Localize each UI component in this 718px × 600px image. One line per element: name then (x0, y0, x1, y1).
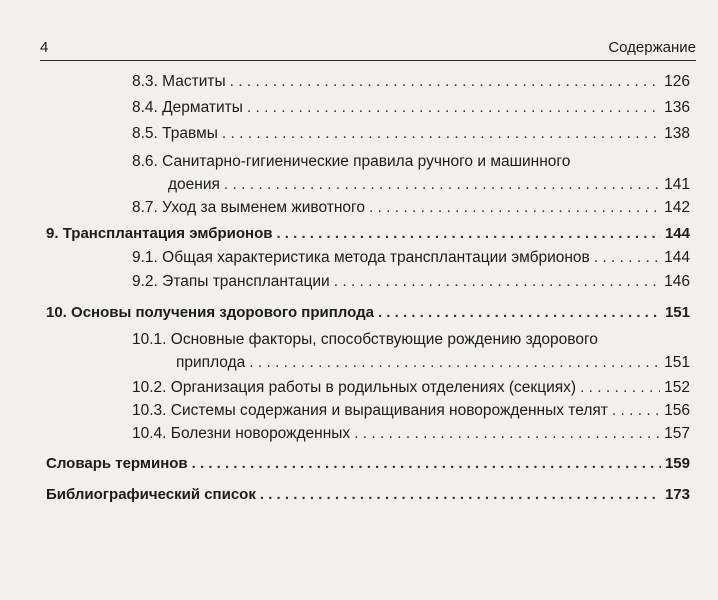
toc-entry-page: 144 (664, 225, 690, 242)
toc-entry-number: 9.2. (132, 273, 158, 290)
toc-entry-number: 8.6. (132, 153, 158, 170)
toc-entry-first-line (132, 328, 598, 351)
toc-entry-page: 157 (664, 425, 690, 442)
toc-entry-page: 126 (664, 73, 690, 90)
toc-entry-first-line (132, 150, 570, 173)
page-header (40, 36, 696, 61)
page-number: 4 (40, 39, 49, 56)
running-title: Содержание (608, 39, 696, 56)
toc-entry-number: 10.2. (132, 379, 167, 396)
toc-entry (132, 196, 690, 219)
toc-entry-title: Системы содержания и выращивания новорожденных телят (170, 402, 608, 419)
toc-entry-title: Уход за выменем животного (162, 199, 365, 216)
toc-entry-number: 9.1. (132, 249, 158, 266)
toc-entry-title: Словарь терминов (46, 455, 188, 472)
dot-leader (334, 270, 660, 293)
toc-entry (132, 246, 690, 269)
toc-entry-title: Общая характеристика метода трансплантации эмбрионов (162, 249, 590, 266)
toc-chapter (46, 301, 690, 324)
toc-entry (132, 96, 690, 119)
toc-entry-page: 141 (664, 176, 690, 193)
toc-entry-title: Этапы трансплантации (162, 273, 330, 290)
dot-leader (222, 122, 660, 145)
toc-entry (176, 351, 690, 374)
toc-entry-page: 138 (664, 125, 690, 142)
toc-entry-title: Болезни новорожденных (170, 425, 351, 442)
toc-entry (132, 422, 690, 445)
dot-leader (354, 422, 660, 445)
dot-leader (594, 246, 660, 269)
toc-entry-title: Библиографический список (46, 486, 256, 503)
toc-entry (132, 399, 690, 422)
toc-chapter (46, 483, 690, 506)
toc-entry-page: 151 (664, 354, 690, 371)
toc-entry-title: Основы получения здорового приплода (71, 304, 374, 321)
toc-entry-number: 9. (46, 225, 59, 242)
toc-entry-title: Маститы (162, 73, 226, 90)
toc-entry-title: Дерматиты (162, 99, 243, 116)
toc-entry-page: 156 (664, 402, 690, 419)
dot-leader (378, 301, 661, 324)
toc-entry (132, 376, 690, 399)
dot-leader (192, 452, 661, 475)
toc-entry-number: 8.4. (132, 99, 158, 116)
toc-entry (132, 270, 690, 293)
toc-entry-page: 152 (664, 379, 690, 396)
dot-leader (260, 483, 661, 506)
dot-leader (230, 70, 661, 93)
toc-entry-number: 10. (46, 304, 67, 321)
toc-entry-page: 159 (664, 455, 690, 472)
dot-leader (369, 196, 660, 219)
toc-entry-title: Организация работы в родильных отделениях (секциях) (170, 379, 577, 396)
toc-entry-page: 142 (664, 199, 690, 216)
toc-chapter (46, 222, 690, 245)
toc-entry (168, 173, 690, 196)
toc-entry-title-continuation: доения (168, 176, 220, 193)
toc-entry-title: Санитарно-гигиенические правила ручного и машинного (162, 153, 571, 170)
toc-entry (132, 70, 690, 93)
toc-entry-number: 10.3. (132, 402, 167, 419)
dot-leader (224, 173, 660, 196)
dot-leader (247, 96, 660, 119)
toc-entry-page: 144 (664, 249, 690, 266)
toc-chapter (46, 452, 690, 475)
toc-entry-number: 10.1. (132, 331, 167, 348)
toc-entry-page: 136 (664, 99, 690, 116)
toc-entry-number: 8.5. (132, 125, 158, 142)
toc-entry-title: Травмы (162, 125, 218, 142)
toc-entry-title: Трансплантация эмбрионов (62, 225, 273, 242)
toc-entry-page: 151 (664, 304, 690, 321)
toc-entry-number: 10.4. (132, 425, 167, 442)
toc-entry-title: Основные факторы, способствующие рождению здорового (170, 331, 598, 348)
toc-entry-page: 173 (664, 486, 690, 503)
toc-entry-number: 8.3. (132, 73, 158, 90)
toc-entry-title-continuation: приплода (176, 354, 246, 371)
toc-entry (132, 122, 690, 145)
dot-leader (276, 222, 661, 245)
toc-entry-page: 146 (664, 273, 690, 290)
dot-leader (580, 376, 660, 399)
dot-leader (249, 351, 660, 374)
dot-leader (612, 399, 660, 422)
toc-entry-number: 8.7. (132, 199, 158, 216)
